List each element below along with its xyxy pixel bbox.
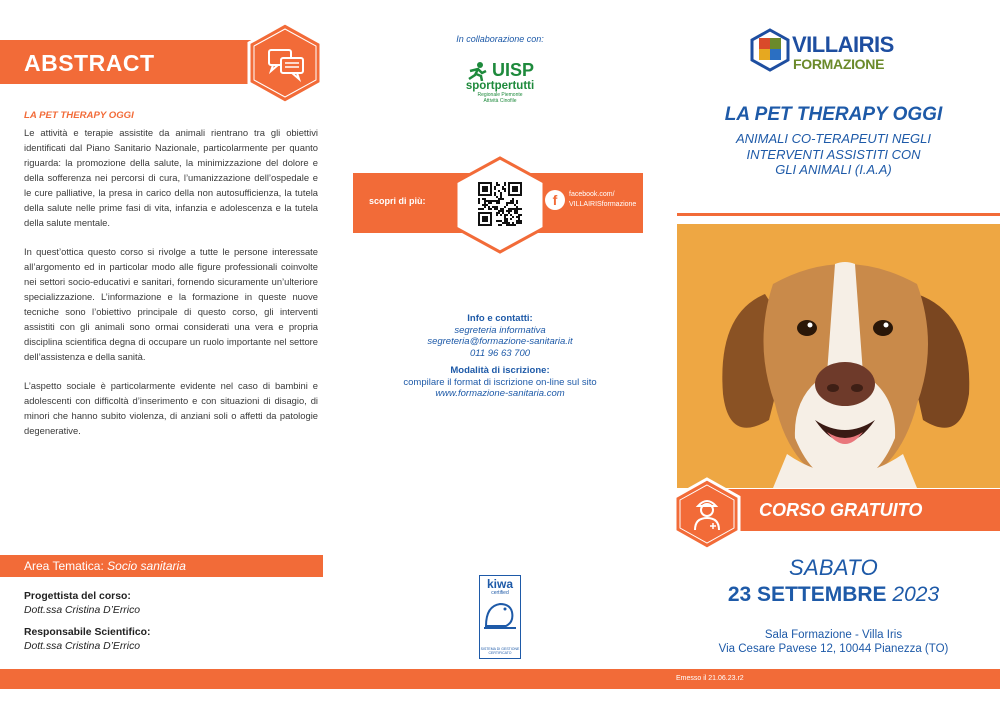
- abstract-paragraph-2: In quest’ottica questo corso si rivolge a tutte le persone interessate all’argomento ed in particolar modo alle figure professionali coinvolte nei settori socio-educativi e sanitari, fornendo sicuramente un’ulteriore specializzazione. L’informazione e la formazione in queste nuove tecniche sono l’obiettivo principale di questo corso, gli interventi assistiti con gli animali sono ormai considerati una vera e propria disciplina scientifica degna di occupare un ruolo importante nel settore dell’assistenza e della sanità.: [24, 246, 318, 362]
- info-line-1: segreteria informativa: [454, 324, 546, 336]
- doctor-icon: [671, 476, 743, 552]
- designer-label: Progettista del corso:: [24, 591, 131, 602]
- brand-name: VILLAIRIS: [792, 32, 894, 57]
- kiwa-beaver-icon: [480, 596, 520, 632]
- area-value: Socio sanitaria: [107, 559, 186, 573]
- dog-photo: [677, 224, 1000, 488]
- left-panel: [0, 0, 333, 707]
- abstract-title: ABSTRACT: [24, 50, 155, 76]
- kiwa-cert: certified: [491, 590, 509, 596]
- abstract-body: [24, 108, 318, 452]
- iscrizione-site[interactable]: www.formazione-sanitaria.com: [435, 388, 565, 399]
- info-block: [333, 313, 667, 400]
- info-email[interactable]: segreteria@formazione-sanitaria.it: [427, 336, 573, 347]
- subtitle-line-2: INTERVENTI ASSISTITI CON: [746, 146, 921, 162]
- event-day: SABATO: [788, 555, 879, 580]
- right-panel: [667, 0, 1000, 707]
- area-tematica-banner: [0, 555, 323, 577]
- subtitle-line-1: ANIMALI CO-TERAPEUTI NEGLI: [735, 131, 932, 146]
- uisp-sub: sportpertutti: [465, 80, 535, 92]
- footer-bar: [0, 669, 1000, 689]
- subtitle-line-3: GLI ANIMALI (I.A.A): [775, 162, 892, 177]
- scientific-name: Dott.ssa Cristina D’Errico: [24, 641, 141, 652]
- facebook-link[interactable]: [569, 190, 636, 210]
- brand-sub: FORMAZIONE: [793, 56, 885, 72]
- facebook-line-2: VILLAIRISformazione: [569, 201, 637, 208]
- uisp-logo: [455, 60, 545, 120]
- facebook-icon[interactable]: f: [545, 190, 565, 210]
- uisp-small-1: Regionale Piemonte: [477, 92, 523, 98]
- location-line-2: Via Cesare Pavese 12, 10044 Pianezza (TO): [718, 643, 949, 655]
- abstract-paragraph-1: Le attività e terapie assistite da animali rientrano tra gli obiettivi identificati dal Piano Sanitario Nazionale, particolarmente per quanto riguarda: la promozione della salute, la minimizzazione del dolore e della sofferenza nei percorsi di cura, l’umanizzazione dell’ospedale e le cure palliative, la presa in carico della non autosufficienza, la tutela della salute nelle prime fasi di vita, infanzia e adolescenza e la tutela della salute mentale.: [24, 127, 318, 228]
- area-label: Area Tematica:: [24, 559, 104, 573]
- info-phone: 011 96 63 700: [469, 347, 531, 359]
- uisp-small-2: Attività Cinofile: [483, 98, 517, 104]
- iscrizione-line: compilare il format di iscrizione on-line sul sito: [403, 376, 597, 388]
- course-credits: [24, 590, 150, 662]
- event-location: [667, 628, 1000, 656]
- title-divider: [677, 213, 1000, 216]
- qr-code[interactable]: [451, 155, 549, 255]
- event-year: 2023: [892, 583, 940, 606]
- scopri-label: scopri di più:: [369, 196, 426, 206]
- villairis-logo: [750, 28, 920, 83]
- scientific-label: Responsabile Scientifico:: [24, 627, 151, 638]
- kiwa-foot: SISTEMA DI GESTIONE CERTIFICATO: [480, 647, 520, 655]
- abstract-heading: LA PET THERAPY OGGI: [24, 110, 134, 121]
- kiwa-name: kiwa: [486, 577, 513, 591]
- corso-gratuito-label: CORSO GRATUITO: [759, 500, 923, 520]
- kiwa-certification-logo: [479, 575, 521, 659]
- facebook-line-1: facebook.com/: [569, 191, 615, 198]
- course-subtitle: [687, 131, 980, 178]
- uisp-runner-icon: [466, 61, 488, 81]
- abstract-paragraph-3: L’aspetto sociale è particolarmente evidente nel caso di bambini e adolescenti con difficoltà d’inserimento e con situazioni di disagio, di minori che hanno subito violenza, di anziani soli o affetti da patologie degenerative.: [24, 380, 318, 436]
- event-date: [667, 583, 1000, 607]
- event-date-main: 23 SETTEMBRE: [727, 583, 887, 606]
- issued-date: Emesso il 21.06.23.r2: [676, 675, 744, 682]
- chat-bubbles-icon: [245, 20, 325, 106]
- iscrizione-heading: Modalità di iscrizione:: [450, 365, 550, 376]
- info-heading: Info e contatti:: [467, 313, 533, 324]
- middle-panel: [333, 0, 667, 707]
- collaboration-label: In collaborazione con:: [456, 34, 544, 44]
- designer-name: Dott.ssa Cristina D’Errico: [24, 605, 141, 616]
- villairis-cube-icon: [750, 28, 790, 72]
- uisp-name: UISP: [491, 60, 534, 80]
- location-line-1: Sala Formazione - Villa Iris: [764, 629, 903, 641]
- course-title: LA PET THERAPY OGGI: [724, 104, 943, 125]
